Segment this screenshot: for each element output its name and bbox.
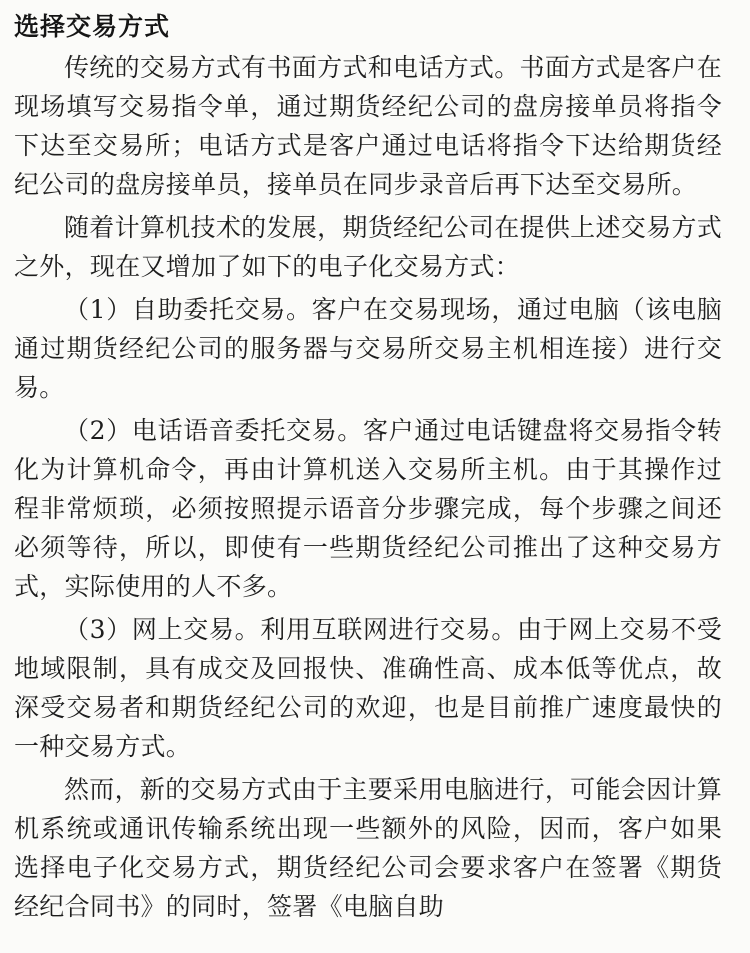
paragraph-phone-voice-trading: （2）电话语音委托交易。客户通过电话键盘将交易指令转化为计算机命令，再由计算机送入交易所主机。由于其操作过程非常烦琐，必须按照提示语音分步骤完成，每个步骤之间还必须等待，所以，即使有一些期货经纪公司推出了这种交易方式，实际使用的人不多。 [14,416,722,601]
paragraph-traditional-methods: 传统的交易方式有书面方式和电话方式。书面方式是客户在现场填写交易指令单，通过期货经纪公司的盘房接单员将指令下达至交易所；电话方式是客户通过电话将指令下达给期货经纪公司的盘房接单员，接单员在同步录音后再下达至交易所。 [14,53,722,199]
paragraph-self-service-trading: （1）自助委托交易。客户在交易现场，通过电脑（该电脑通过期货经纪公司的服务器与交易所交易主机相连接）进行交易。 [14,295,722,402]
paragraph-risk-note: 然而，新的交易方式由于主要采用电脑进行，可能会因计算机系统或通讯传输系统出现一些额外的风险，因而，客户如果选择电子化交易方式，期货经纪公司会要求客户在签署《期货经纪合同书》的同时，签署《电脑自助 [14,775,722,921]
paragraph-electronic-intro: 随着计算机技术的发展，期货经纪公司在提供上述交易方式之外，现在又增加了如下的电子化交易方式： [14,213,722,281]
section-heading: 选择交易方式 [14,12,171,41]
paragraph-online-trading: （3）网上交易。利用互联网进行交易。由于网上交易不受地域限制，具有成交及回报快、准确性高、成本低等优点，故深受交易者和期货经纪公司的欢迎，也是目前推广速度最快的一种交易方式。 [14,615,722,761]
